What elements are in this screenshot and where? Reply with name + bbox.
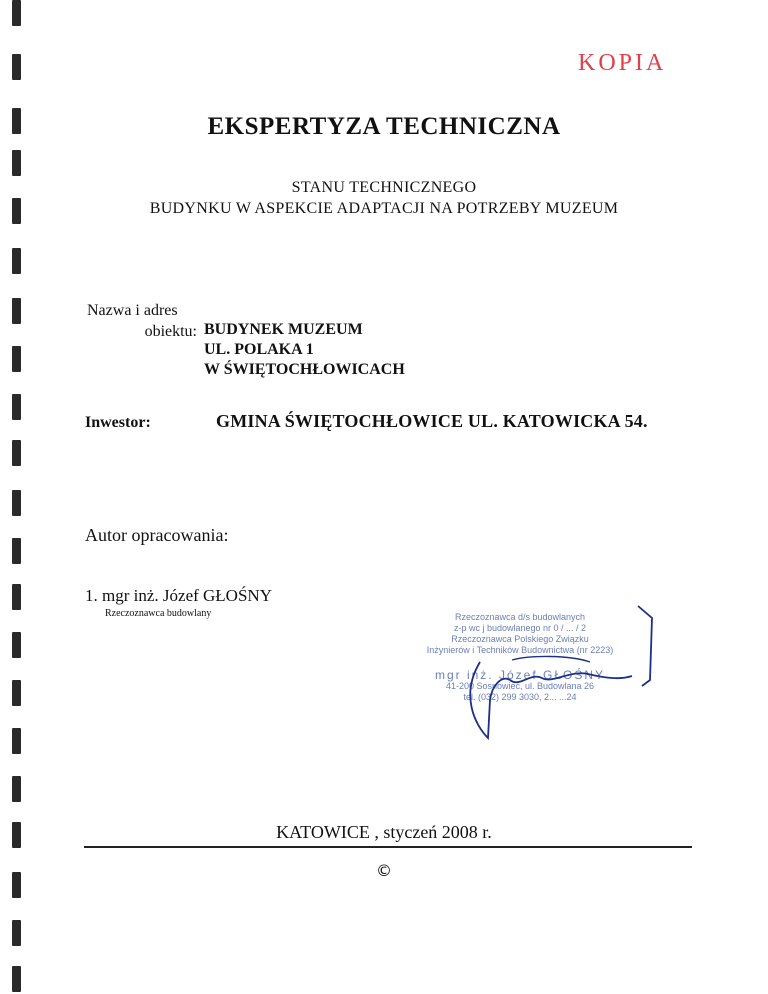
- seal-line-3: Rzeczoznawca Polskiego Związku: [451, 634, 589, 644]
- seal-phone: tel. (032) 299 3030, 2... ...24: [463, 692, 577, 702]
- object-value: [204, 320, 405, 380]
- author-section-label: Autor opracowania:: [85, 525, 229, 545]
- binding-holes: [12, 0, 26, 994]
- object-label-line-2: obiektu:: [144, 323, 197, 340]
- object-city: W ŚWIĘTOCHŁOWICACH: [204, 361, 405, 378]
- object-street: UL. POLAKA 1: [204, 341, 314, 358]
- handwritten-signature: [420, 600, 660, 745]
- subtitle-line-1: STANU TECHNICZNEGO: [291, 179, 477, 196]
- seal-line-1: Rzeczoznawca d/s budowlanych: [454, 612, 586, 622]
- seal-address: 41-200 Sosnowiec, ul. Budowlana 26: [445, 681, 595, 691]
- object-label-line-1: Nazwa i adres: [87, 302, 178, 319]
- place-and-date: KATOWICE , styczeń 2008 r.: [276, 822, 492, 842]
- subtitle-line-2: BUDYNKU W ASPEKCIE ADAPTACJI NA POTRZEBY MUZEUM: [149, 200, 619, 217]
- document-title: EKSPERTYZA TECHNICZNA: [207, 113, 561, 140]
- kopia-stamp: KOPIA: [578, 50, 667, 76]
- investor-label: Inwestor:: [85, 414, 151, 431]
- author-role: Rzeczoznawca budowlany: [105, 608, 212, 619]
- investor-value: GMINA ŚWIĘTOCHŁOWICE UL. KATOWICKA 54.: [216, 411, 648, 431]
- document-subtitle: [0, 177, 768, 219]
- footer-divider: [84, 846, 692, 848]
- seal-name: mgr inż. Józef GŁOŚNY: [434, 668, 606, 682]
- object-name: BUDYNEK MUZEUM: [204, 321, 363, 338]
- seal-line-2: z-p wc j budowlanego nr 0 / ... / 2: [453, 623, 587, 633]
- copyright-icon: ©: [376, 861, 392, 880]
- author-name: 1. mgr inż. Józef GŁOŚNY: [85, 586, 272, 605]
- seal-line-4: Inżynierów i Techników Budownictwa (nr 2223): [426, 645, 614, 655]
